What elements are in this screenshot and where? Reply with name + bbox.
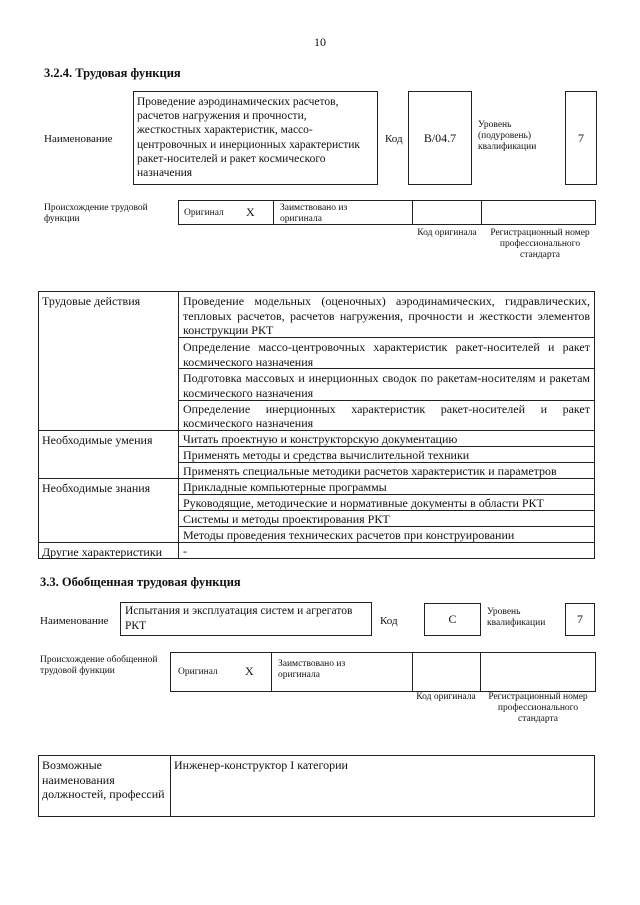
table-row: Определение массо-центровочных характеристик ракет-носителей и ракет космического назначения xyxy=(183,340,590,369)
original-label-33: Оригинал xyxy=(178,667,218,677)
table-row: Руководящие, методические и нормативные документы в области РКТ xyxy=(183,496,544,510)
table-row: Методы проведения технических расчетов при конструировании xyxy=(183,528,515,542)
table-row: - xyxy=(183,544,187,558)
table-row: Определение инерционных характеристик ракет-носителей и ракет космического назначения xyxy=(183,402,590,430)
section-heading-33: 3.3. Обобщенная трудовая функция xyxy=(40,575,241,589)
positions-label: Возможные наименования должностей, профессий xyxy=(42,758,165,801)
code-label-324: Код xyxy=(385,133,403,145)
table-row: Применять методы и средства вычислительной техники xyxy=(183,448,470,462)
name-label-33: Наименование xyxy=(40,615,109,627)
name-value-33: Испытания и эксплуатация систем и агрегатов РКТ xyxy=(125,605,353,632)
table-row: Применять специальные методики расчетов характеристик и параметров xyxy=(183,464,557,478)
level-value-33: 7 xyxy=(577,612,583,626)
borrowed-label-324: Заимствовано из оригинала xyxy=(280,203,348,224)
code-original-label-324: Код оригинала xyxy=(417,228,477,238)
table-row: Проведение модельных (оценочных) аэродинамических, гидравлических, тепловых расчетов, расчетов нагружения, прочности и жесткости элементов конструкции РКТ xyxy=(183,294,590,337)
level-value-324: 7 xyxy=(578,131,584,145)
table-row: Прикладные компьютерные программы xyxy=(183,480,387,494)
page-number: 10 xyxy=(314,35,326,49)
table-row: Читать проектную и конструкторскую документацию xyxy=(183,432,458,446)
table-row: Системы и методы проектирования РКТ xyxy=(183,512,390,526)
row-label-required-knowledge: Необходимые знания xyxy=(42,481,151,495)
table-row: Подготовка массовых и инерционных сводок по ракетам-носителям и ракетам космического назначения xyxy=(183,371,590,400)
section-heading-324: 3.2.4. Трудовая функция xyxy=(44,66,181,80)
borrowed-label-33: Заимствовано из оригинала xyxy=(278,659,346,680)
code-original-label-33: Код оригинала xyxy=(416,692,476,702)
original-mark-33: X xyxy=(245,664,254,678)
row-label-other: Другие характеристики xyxy=(42,545,163,559)
row-label-labor-actions: Трудовые действия xyxy=(42,294,141,308)
name-label-324: Наименование xyxy=(44,133,113,145)
reg-number-label-324: Регистрационный номер профессионального стандарта xyxy=(490,228,590,260)
original-label-324: Оригинал xyxy=(184,208,224,218)
code-label-33: Код xyxy=(380,615,398,627)
code-value-33: C xyxy=(448,612,457,626)
level-label-324: Уровень (подуровень) квалификации xyxy=(478,120,537,152)
code-value-324: B/04.7 xyxy=(423,131,457,145)
origin-label-33: Происхождение обобщенной трудовой функции xyxy=(40,655,158,676)
original-mark-324: X xyxy=(246,205,255,219)
positions-value: Инженер-конструктор I категории xyxy=(174,758,348,772)
origin-label-324: Происхождение трудовой функции xyxy=(44,203,148,224)
row-label-required-skills: Необходимые умения xyxy=(42,433,153,447)
name-value-324: Проведение аэродинамических расчетов, расчетов нагружения и прочности, жесткостных характеристик, массо-центровочных и инерционных характеристик ракет-носителей и ракет космического назначения xyxy=(137,96,360,180)
level-label-33: Уровень квалификации xyxy=(487,607,546,628)
reg-number-label-33: Регистрационный номер профессионального стандарта xyxy=(488,692,588,724)
